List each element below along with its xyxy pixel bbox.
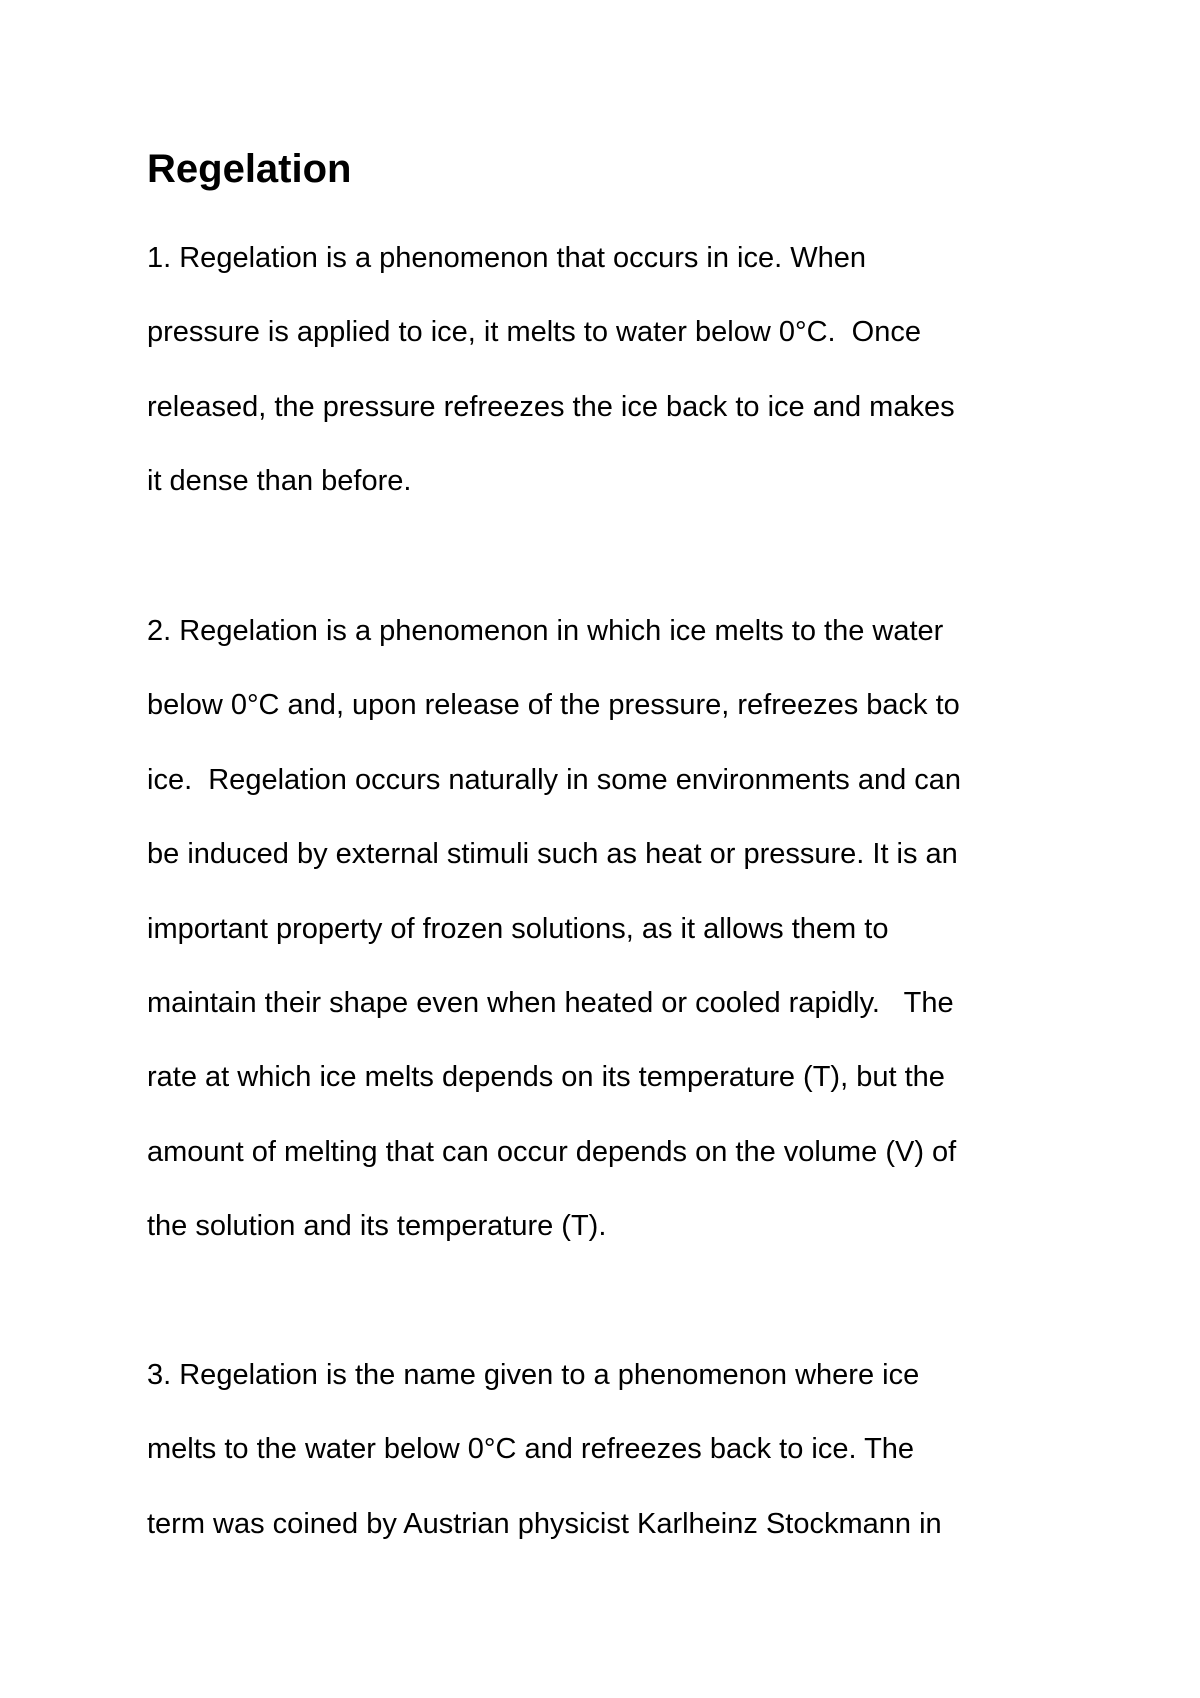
paragraph-line: ice. Regelation occurs naturally in some environments and can bbox=[147, 763, 962, 796]
paragraph-line: 2. Regelation is a phenomenon in which ice melts to the water bbox=[147, 615, 944, 647]
paragraph-line: released, the pressure refreezes the ice back to ice and makes bbox=[147, 390, 955, 423]
paragraph-1 bbox=[147, 221, 955, 519]
paragraph-line: below 0°C and, upon release of the pressure, refreezes back to bbox=[147, 689, 960, 722]
paragraph-line: 3. Regelation is the name given to a phenomenon where ice bbox=[147, 1359, 920, 1391]
paragraph-line: the solution and its temperature (T). bbox=[147, 1210, 607, 1243]
paragraph-line: amount of melting that can occur depends on the volume (V) of bbox=[147, 1135, 957, 1168]
paragraph-3 bbox=[147, 1338, 942, 1561]
paragraph-line: maintain their shape even when heated or cooled rapidly. The bbox=[147, 986, 954, 1019]
paragraph-line: important property of frozen solutions, as it allows them to bbox=[147, 912, 889, 945]
paragraph-line: pressure is applied to ice, it melts to water below 0°C. Once bbox=[147, 316, 921, 349]
paragraph-line: be induced by external stimuli such as heat or pressure. It is an bbox=[147, 838, 958, 871]
paragraph-line: 1. Regelation is a phenomenon that occurs in ice. When bbox=[147, 242, 866, 274]
paragraph-2 bbox=[147, 594, 961, 1264]
document-title: Regelation bbox=[147, 147, 352, 191]
paragraph-line: term was coined by Austrian physicist Karlheinz Stockmann in bbox=[147, 1507, 942, 1540]
paragraph-line: it dense than before. bbox=[147, 465, 412, 498]
paragraph-line: melts to the water below 0°C and refreezes back to ice. The bbox=[147, 1433, 915, 1466]
paragraph-line: rate at which ice melts depends on its temperature (T), but the bbox=[147, 1061, 945, 1094]
